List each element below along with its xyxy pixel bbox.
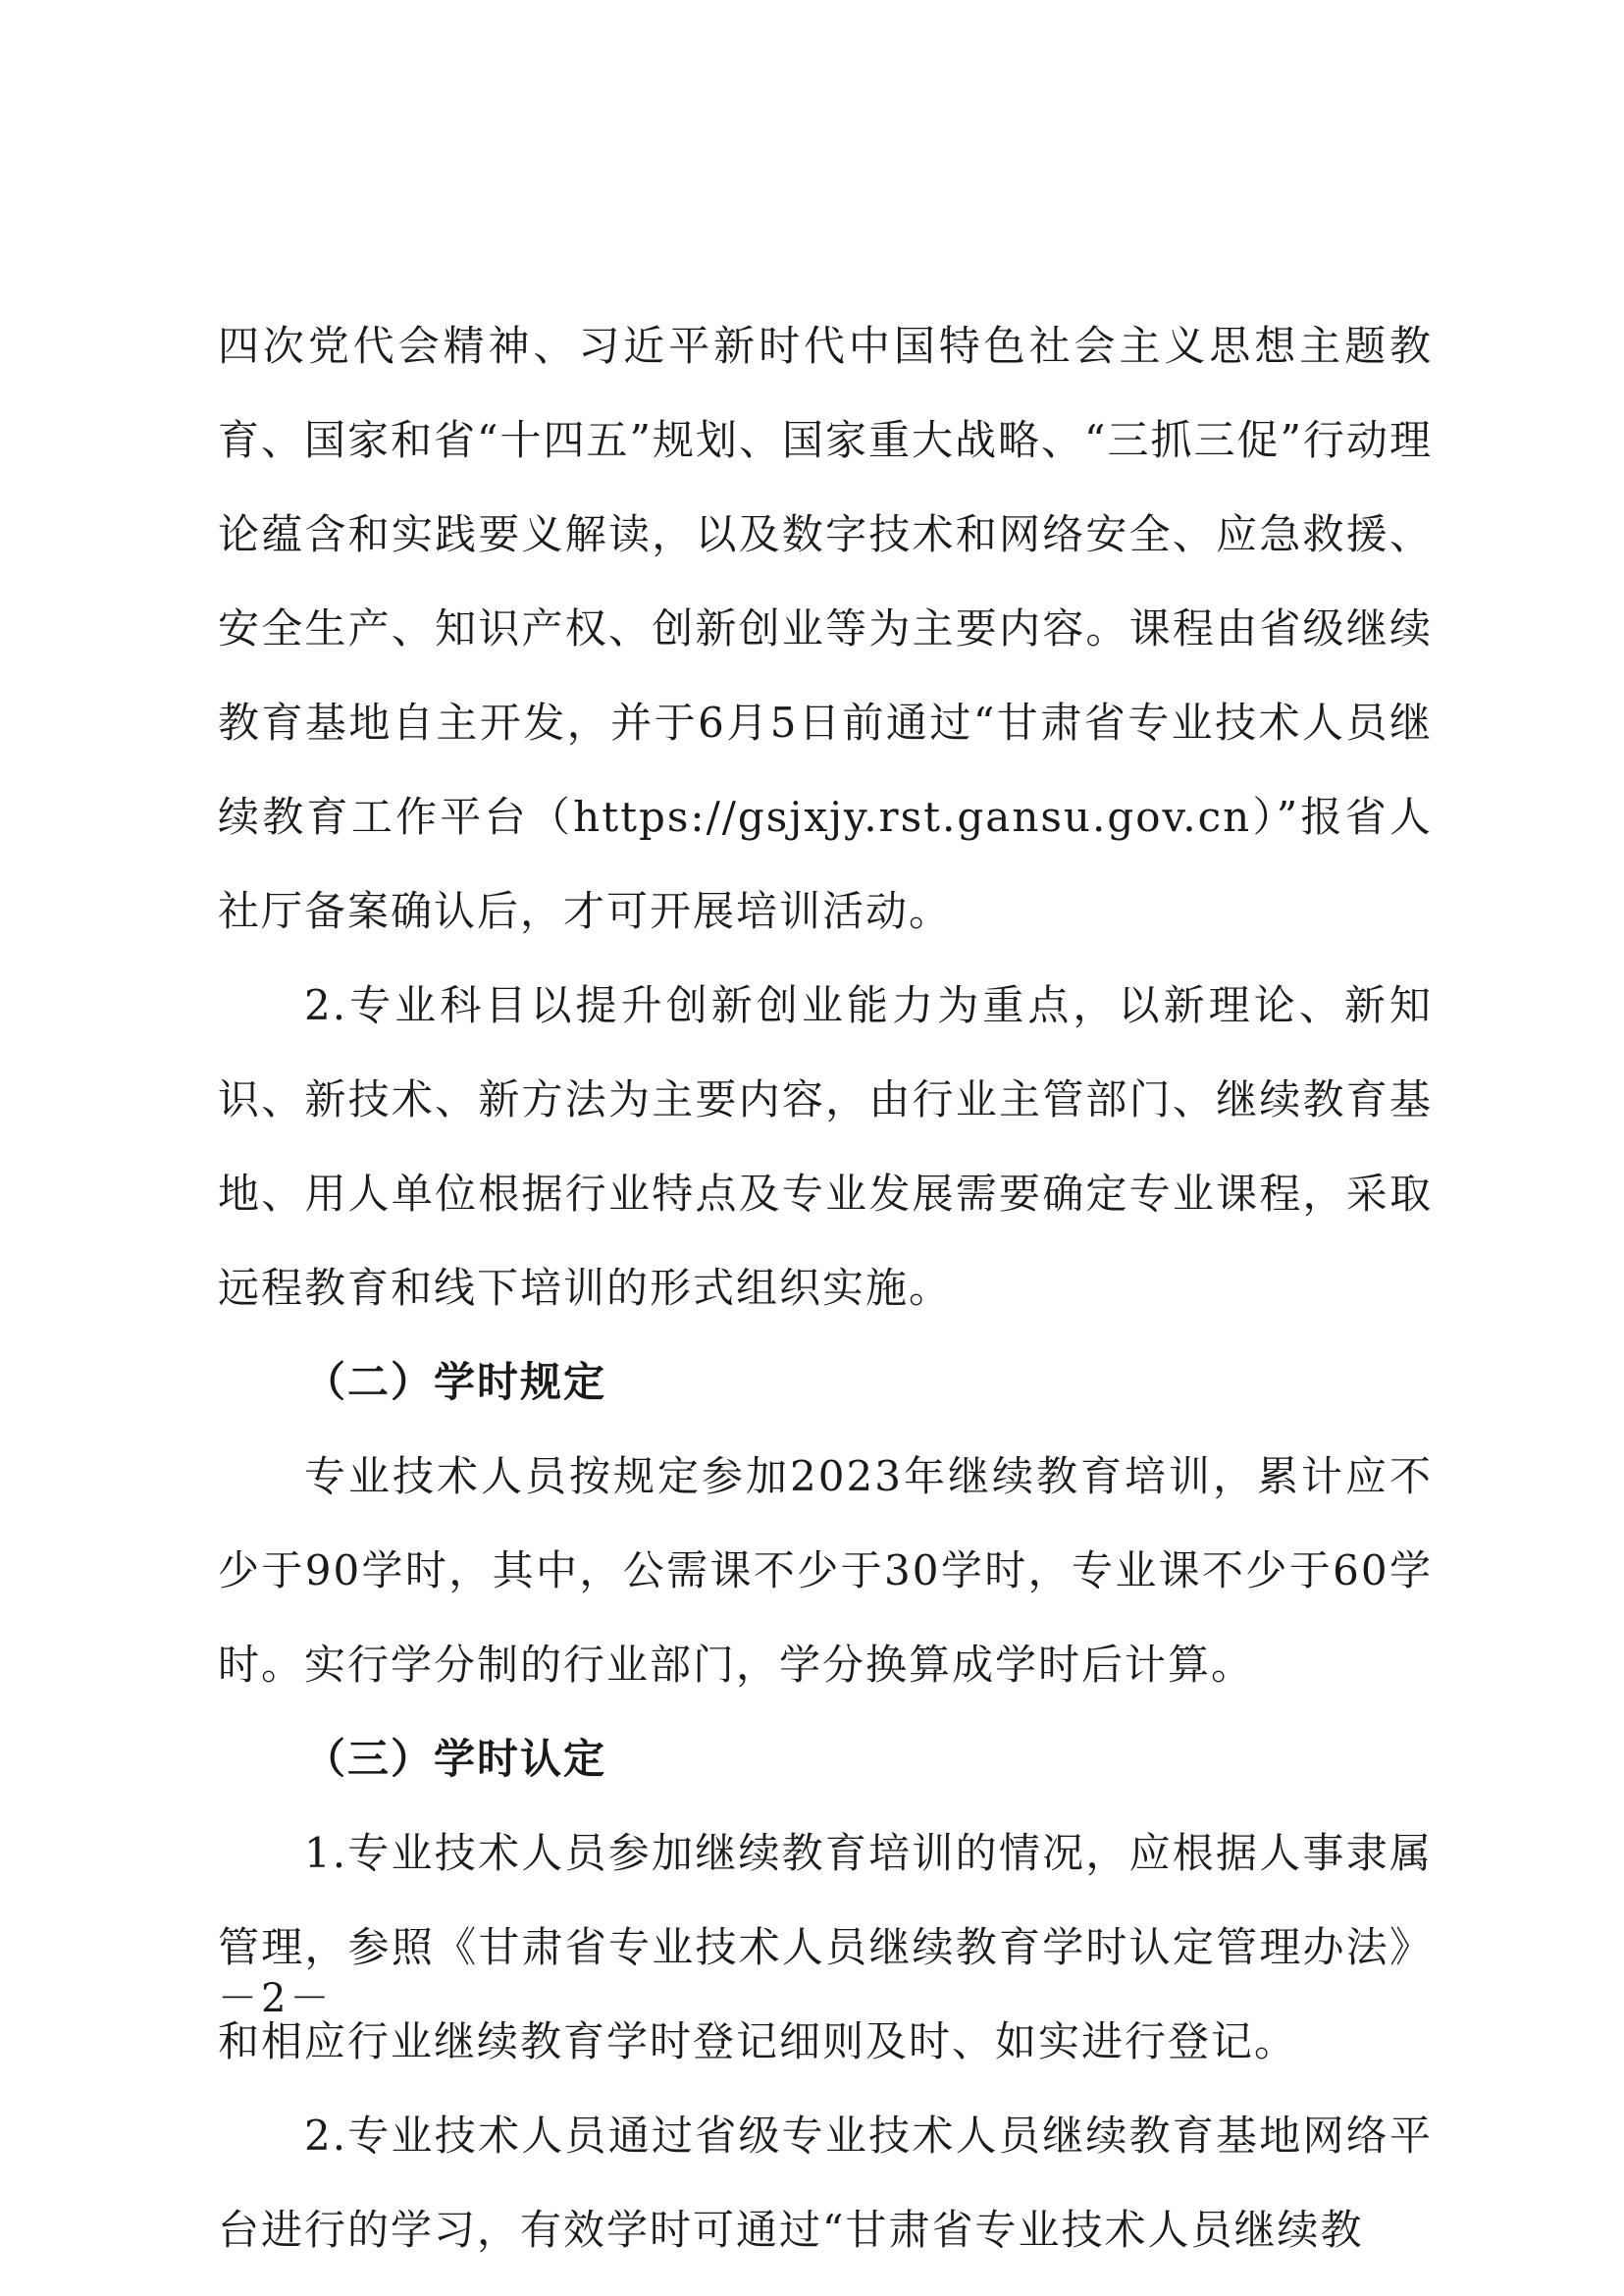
page-number: －2－ (218, 1976, 334, 2021)
paragraph-hours-rules: 专业技术人员按规定参加2023年继续教育培训，累计应不少于90学时，其中，公需课不少于30学时，专业课不少于60学时。实行学分制的行业部门，学分换算成学时后计算。 (218, 1452, 1433, 1689)
paragraph-recognition-2: 2.专业技术人员通过省级专业技术人员继续教育基地网络平台进行的学习，有效学时可通过“甘肃省专业技术人员继续教 (218, 2112, 1433, 2254)
section-heading-hours-rules: （二）学时规定 (304, 1358, 607, 1406)
section-heading-hours-recognition: （三）学时认定 (304, 1735, 607, 1783)
document-body (218, 299, 1433, 2277)
paragraph-recognition-1: 1.专业技术人员参加继续教育培训的情况，应根据人事隶属管理，参照《甘肃省专业技术人员继续教育学时认定管理办法》和相应行业继续教育学时登记细则及时、如实进行登记。 (218, 1829, 1433, 2065)
paragraph-continued: 四次党代会精神、习近平新时代中国特色社会主义思想主题教育、国家和省“十四五”规划、国家重大战略、“三抓三促”行动理论蕴含和实践要义解读，以及数字技术和网络安全、应急救援、安全生产、知识产权、创新创业等为主要内容。课程由省级继续教育基地自主开发，并于6月5日前通过“甘肃省专业技术人员继续教育工作平台（https://gsjxjy.rst.gansu.gov.cn）”报省人社厅备案确认后，才可开展培训活动。 (218, 322, 1433, 935)
paragraph-professional-subjects: 2.专业科目以提升创新创业能力为重点，以新理论、新知识、新技术、新方法为主要内容，由行业主管部门、继续教育基地、用人单位根据行业特点及专业发展需要确定专业课程，采取远程教育和线下培训的形式组织实施。 (218, 981, 1433, 1312)
